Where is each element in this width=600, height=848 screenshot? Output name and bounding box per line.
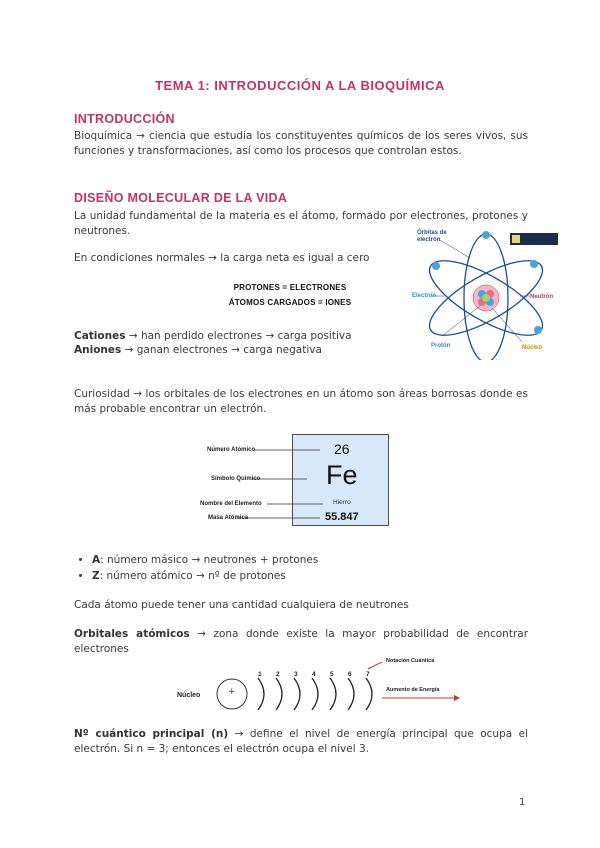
orbitas-label: Órbitas de electrón	[417, 230, 447, 243]
quantum-paragraph	[74, 727, 528, 757]
section-heading-diseno: DISEÑO MOLECULAR DE LA VIDA	[74, 191, 288, 205]
protones-electrones: PROTONES = ELECTRONES	[233, 283, 347, 292]
section-heading-introduccion: INTRODUCCIÓN	[74, 112, 175, 126]
nombre-elemento-label: Nombre del Elemento	[200, 501, 262, 507]
nucleus-plus: +	[228, 687, 236, 697]
orbitales-label: Orbitales atómicos	[74, 628, 190, 640]
bullet-a-key: A	[92, 554, 101, 566]
intro-paragraph: Bioquímica → ciencia que estudia los constituyentes químicos de los seres vivos, sus funciones y transformaciones, así como los procesos que controlan estos.	[74, 130, 528, 157]
bullet-list	[74, 552, 532, 584]
nucleo-label: Núcleo	[522, 345, 543, 351]
cationes-line	[74, 329, 414, 344]
proton-label: Protón	[431, 343, 451, 349]
aniones-line	[74, 343, 414, 358]
aumento-energia-label: Aumento de Energía	[386, 687, 440, 693]
aniones-label: Aniones	[74, 344, 122, 356]
element-symbol: Fe	[326, 460, 358, 490]
neutral-charge-text: En condiciones normales → la carga neta es igual a cero	[74, 252, 370, 264]
orbital-nucleo-label: Núcleo	[177, 692, 201, 699]
aniones-text: → ganan electrones → carga negativa	[121, 344, 322, 356]
cationes-text: → han perdido electrones → carga positiva	[125, 330, 352, 342]
quantum-label: Nº cuántico principal (n)	[74, 728, 229, 740]
level-4: 4	[312, 671, 316, 678]
orbital-diagram	[172, 656, 472, 716]
atomic-mass: 55.847	[325, 511, 359, 523]
atom-diagram	[410, 224, 560, 360]
level-3: 3	[294, 671, 298, 678]
curiosity-paragraph: Curiosidad → los orbitales de los electrones en un átomo son áreas borrosas donde es más probable encontrar un electrón.	[74, 388, 528, 415]
neutron-label: Neutrón	[530, 294, 553, 300]
atom-paragraph: La unidad fundamental de la materia es el átomo, formado por electrones, protones y neutrones.	[74, 210, 528, 237]
quantum-text: → define el nivel de energía principal que ocupa el electrón. Si n = 3; entonces el electrón ocupa el nivel 3.	[74, 728, 528, 755]
element-card-diagram	[195, 434, 395, 526]
element-name: Hierro	[333, 499, 351, 506]
orbitales-paragraph	[74, 627, 528, 657]
level-6: 6	[348, 671, 352, 678]
level-7: 7	[366, 671, 370, 678]
bullet-z-text: : número atómico → nº de protones	[99, 570, 286, 582]
bullet-z-key: Z	[92, 570, 100, 582]
simbolo-quimico-label: Símbolo Químico	[211, 476, 261, 482]
bullet-z	[92, 568, 532, 584]
level-1: 1	[258, 671, 262, 678]
bullet-a	[92, 552, 532, 568]
cationes-label: Cationes	[74, 330, 126, 342]
atomic-number: 26	[334, 441, 350, 457]
page-number: 1	[519, 797, 526, 808]
atomos-cargados: ÁTOMOS CARGADOS = IONES	[228, 298, 352, 307]
page-title: TEMA 1: INTRODUCCIÓN A LA BIOQUÍMICA	[155, 78, 445, 93]
notacion-cuantica-label: Notación Cuántica	[386, 658, 435, 664]
level-5: 5	[330, 671, 334, 678]
numero-atomico-label: Número Atómico	[207, 447, 256, 453]
orbitales-text: → zona donde existe la mayor probabilidad de encontrar electrones	[74, 628, 529, 655]
electron-label: Electrón	[412, 293, 437, 299]
masa-atomica-label: Masa Atómica	[208, 515, 249, 521]
level-2: 2	[276, 671, 280, 678]
neutrons-paragraph: Cada átomo puede tener una cantidad cualquiera de neutrones	[74, 599, 409, 611]
bullet-a-text: : número másico → neutrones + protones	[100, 554, 319, 566]
